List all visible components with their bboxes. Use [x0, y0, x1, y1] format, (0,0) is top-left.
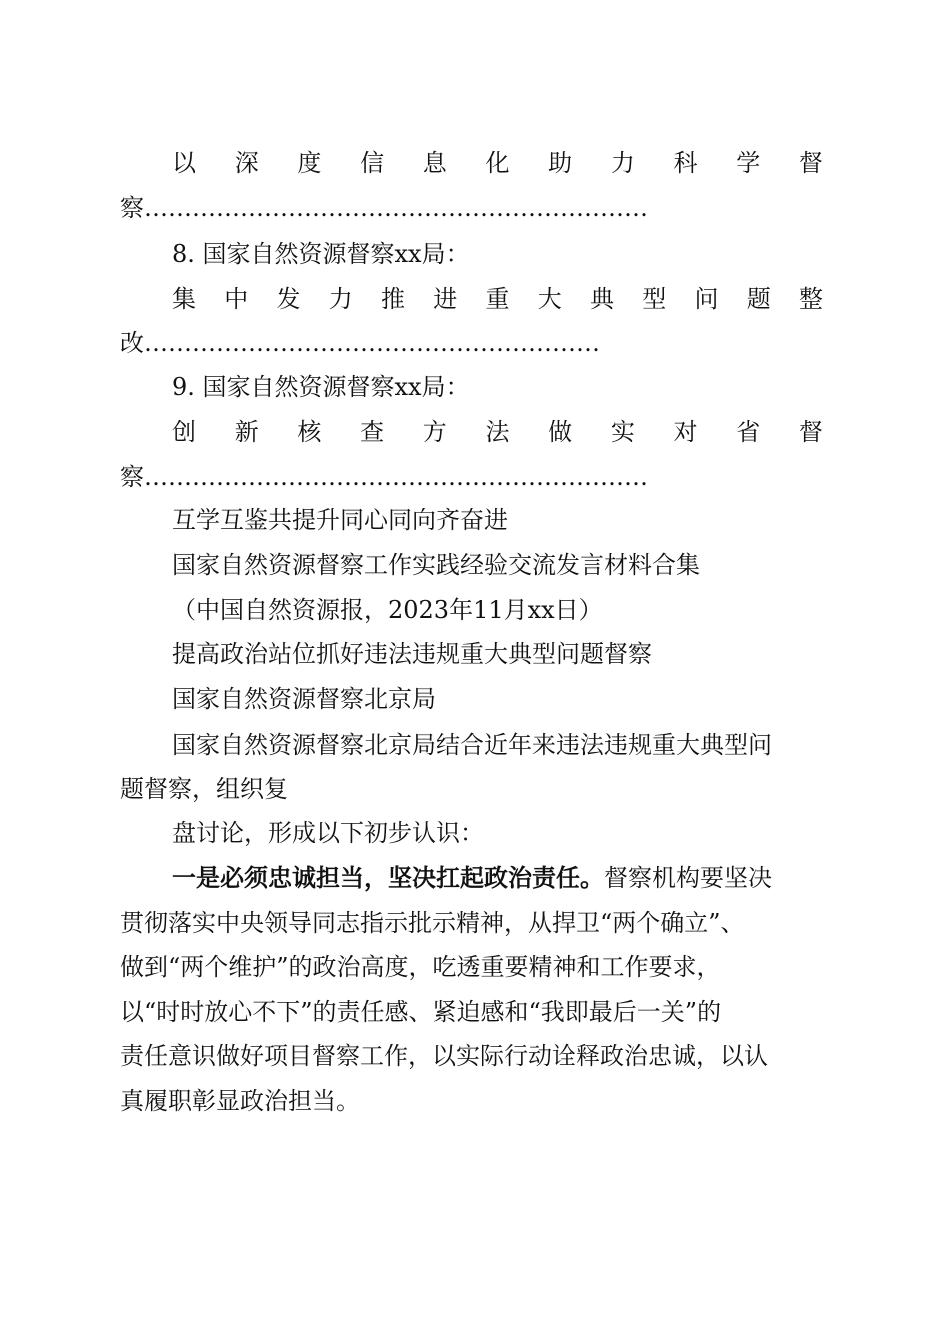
toc-entry-1-tail: 察………………………………………………………	[120, 194, 648, 222]
toc-title-char: 推	[381, 285, 405, 313]
toc-title-char: 化	[485, 149, 510, 177]
toc-title-char: 省	[736, 418, 761, 446]
toc-title-char: 深	[234, 149, 259, 177]
toc-title-char: 息	[422, 149, 447, 177]
toc-title-char: 核	[297, 418, 322, 446]
toc-title-char: 新	[234, 418, 259, 446]
toc-title-char: 对	[673, 418, 698, 446]
point1-line-5: 责任意识做好项目督察工作，以实际行动诠释政治忠诚，以认	[120, 1042, 768, 1070]
toc-entry-3-heading: 9. 国家自然资源督察xx局：	[172, 373, 470, 401]
toc-title-char: 以	[172, 149, 196, 177]
toc-title-char: 信	[360, 149, 385, 177]
point1-line-1-rest: 督察机构要坚决	[604, 864, 772, 892]
toc-entry-2-tail: 改…………………………………………………	[120, 329, 600, 357]
point1-line-3: 做到“两个维护”的政治高度，吃透重要精神和工作要求，	[120, 953, 721, 981]
point1-line-1	[172, 862, 823, 894]
toc-title-char: 科	[673, 149, 698, 177]
toc-entry-2-title	[172, 283, 823, 315]
toc-title-char: 创	[172, 418, 196, 446]
toc-entry-3-tail: 察………………………………………………………	[120, 463, 648, 491]
toc-title-char: 型	[642, 285, 667, 313]
toc-title-char: 题	[746, 285, 771, 313]
toc-entry-1-title	[172, 147, 823, 179]
doc-title: 国家自然资源督察工作实践经验交流发言材料合集	[172, 551, 700, 579]
toc-title-char: 整	[799, 285, 823, 313]
toc-title-char: 问	[694, 285, 719, 313]
intro-line-2: 题督察，组织复	[120, 775, 288, 803]
toc-title-char: 学	[736, 149, 761, 177]
toc-title-char: 大	[537, 285, 562, 313]
point1-bold-lead: 一是必须忠诚担当，坚决扛起政治责任。	[172, 863, 604, 892]
toc-title-char: 进	[433, 285, 458, 313]
toc-title-char: 发	[276, 285, 301, 313]
intro-line-3: 盘讨论，形成以下初步认识：	[172, 819, 484, 847]
point1-line-2: 贯彻落实中央领导同志指示批示精神，从捍卫“两个确立”、	[120, 909, 745, 937]
toc-title-char: 方	[422, 418, 447, 446]
toc-title-char: 中	[224, 285, 249, 313]
intro-line-1: 国家自然资源督察北京局结合近年来违法违规重大典型问	[172, 731, 772, 759]
toc-title-char: 查	[360, 418, 385, 446]
toc-title-char: 法	[485, 418, 510, 446]
doc-source: （中国自然资源报，2023年11月xx日）	[172, 596, 603, 624]
toc-title-char: 实	[610, 418, 635, 446]
toc-entry-2-heading: 8. 国家自然资源督察xx局：	[172, 240, 470, 268]
point1-line-4: 以“时时放心不下”的责任感、紧迫感和“我即最后一关”的	[120, 998, 722, 1026]
toc-title-char: 助	[548, 149, 573, 177]
point1-line-6: 真履职彰显政治担当。	[120, 1087, 360, 1115]
doc-subtitle: 互学互鉴共提升同心同向齐奋进	[172, 506, 508, 534]
toc-title-char: 督	[798, 418, 823, 446]
toc-title-char: 典	[590, 285, 614, 313]
toc-entry-3-title	[172, 416, 823, 448]
author: 国家自然资源督察北京局	[172, 685, 436, 713]
toc-title-char: 督	[798, 149, 823, 177]
toc-title-char: 度	[297, 149, 322, 177]
toc-title-char: 力	[328, 285, 353, 313]
section-title: 提高政治站位抓好违法违规重大典型问题督察	[172, 640, 652, 668]
toc-title-char: 力	[610, 149, 635, 177]
toc-title-char: 做	[548, 418, 573, 446]
toc-title-char: 集	[172, 285, 196, 313]
toc-title-char: 重	[485, 285, 510, 313]
